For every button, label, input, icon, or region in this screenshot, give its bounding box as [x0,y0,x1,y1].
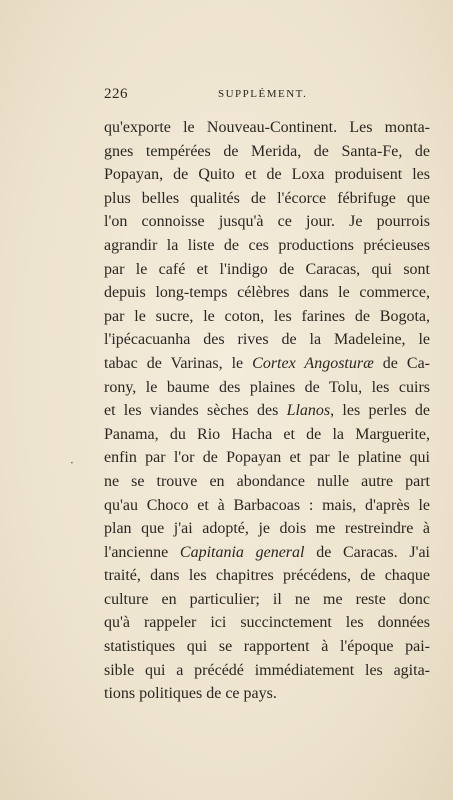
text-line [104,210,430,234]
text-segment: l'ancienne [104,543,180,561]
italic-text: Cortex Angosturæ [252,354,374,372]
text-line [104,328,430,352]
text-segment: Popayan, de Quito et de Loxa produisent les [104,166,430,184]
page-header [104,86,434,108]
text-segment: par le café et l'indigo de Caracas, qui sont [104,260,430,278]
running-head: SUPPLÉMENT. [218,88,308,100]
text-segment: qu'exporte le Nouveau-Continent. Les monta- [104,119,430,136]
text-segment: traité, dans les chapitres précédens, de chaque [104,567,430,585]
text-line [104,163,430,187]
text-segment: qu'au Choco et à Barbacoas : mais, d'après le [104,496,430,514]
text-line [104,116,430,140]
text-line [104,541,430,565]
text-line [104,258,430,282]
margin-mark: · [70,456,74,470]
text-segment: rony, le baume des plaines de Tolu, les cuirs [104,378,430,396]
text-segment: tions politiques de ce pays. [104,685,277,703]
text-line [104,281,430,305]
text-segment: par le sucre, le coton, les farines de Bogota, [104,307,430,325]
text-segment: statistiques qui se rapportent à l'époque pai- [104,638,430,656]
text-line [104,635,430,659]
text-line [104,376,430,400]
text-segment: de Caracas. J'ai [304,543,430,561]
text-segment: agrandir la liste de ces productions précieuses [104,236,430,254]
text-segment: et les viandes sèches des [104,402,287,420]
text-line [104,140,430,164]
italic-text: Capitania general [179,543,305,561]
text-segment: l'ipécacuanha des rives de la Madeleine, le [104,331,430,349]
text-line [104,305,430,329]
text-segment: , les perles de [330,402,430,420]
text-line [104,588,430,612]
text-line [104,517,430,541]
text-segment: depuis long-temps célèbres dans le commerce, [104,284,430,302]
text-segment: tabac de Varinas, le [104,354,253,372]
text-line [104,399,430,423]
text-segment: qu'à rappeler ici succinctement les données [104,614,430,632]
text-line [104,659,430,683]
text-line [104,423,430,447]
text-segment: l'on connoisse jusqu'à ce jour. Je pourrois [104,213,430,231]
italic-text: Llanos [286,402,331,420]
text-line [104,234,430,258]
text-segment: sible qui a précédé immédiatement les agita- [104,661,430,679]
text-line [104,470,430,494]
text-segment: plus belles qualités de l'écorce fébrifuge que [104,189,430,207]
text-line [104,564,430,588]
text-line [104,611,430,635]
text-line [104,494,430,518]
text-segment: enfin par l'or de Popayan et par le platine qui [104,449,430,467]
text-segment: de Ca- [373,354,430,372]
text-segment: gnes tempérées de Merida, de Santa-Fe, de [104,142,430,160]
text-line [104,682,430,706]
text-segment: culture en particulier; il ne me reste donc [104,590,430,608]
text-line [104,446,430,470]
body-text [104,116,430,706]
text-segment: plan que j'ai adopté, je dois me restreindre à [104,520,430,538]
text-segment: ne se trouve en abondance nulle autre part [104,472,430,490]
text-line [104,352,430,376]
page-number: 226 [104,86,128,102]
text-line [104,187,430,211]
text-segment: Panama, du Rio Hacha et de la Marguerite, [104,425,430,443]
